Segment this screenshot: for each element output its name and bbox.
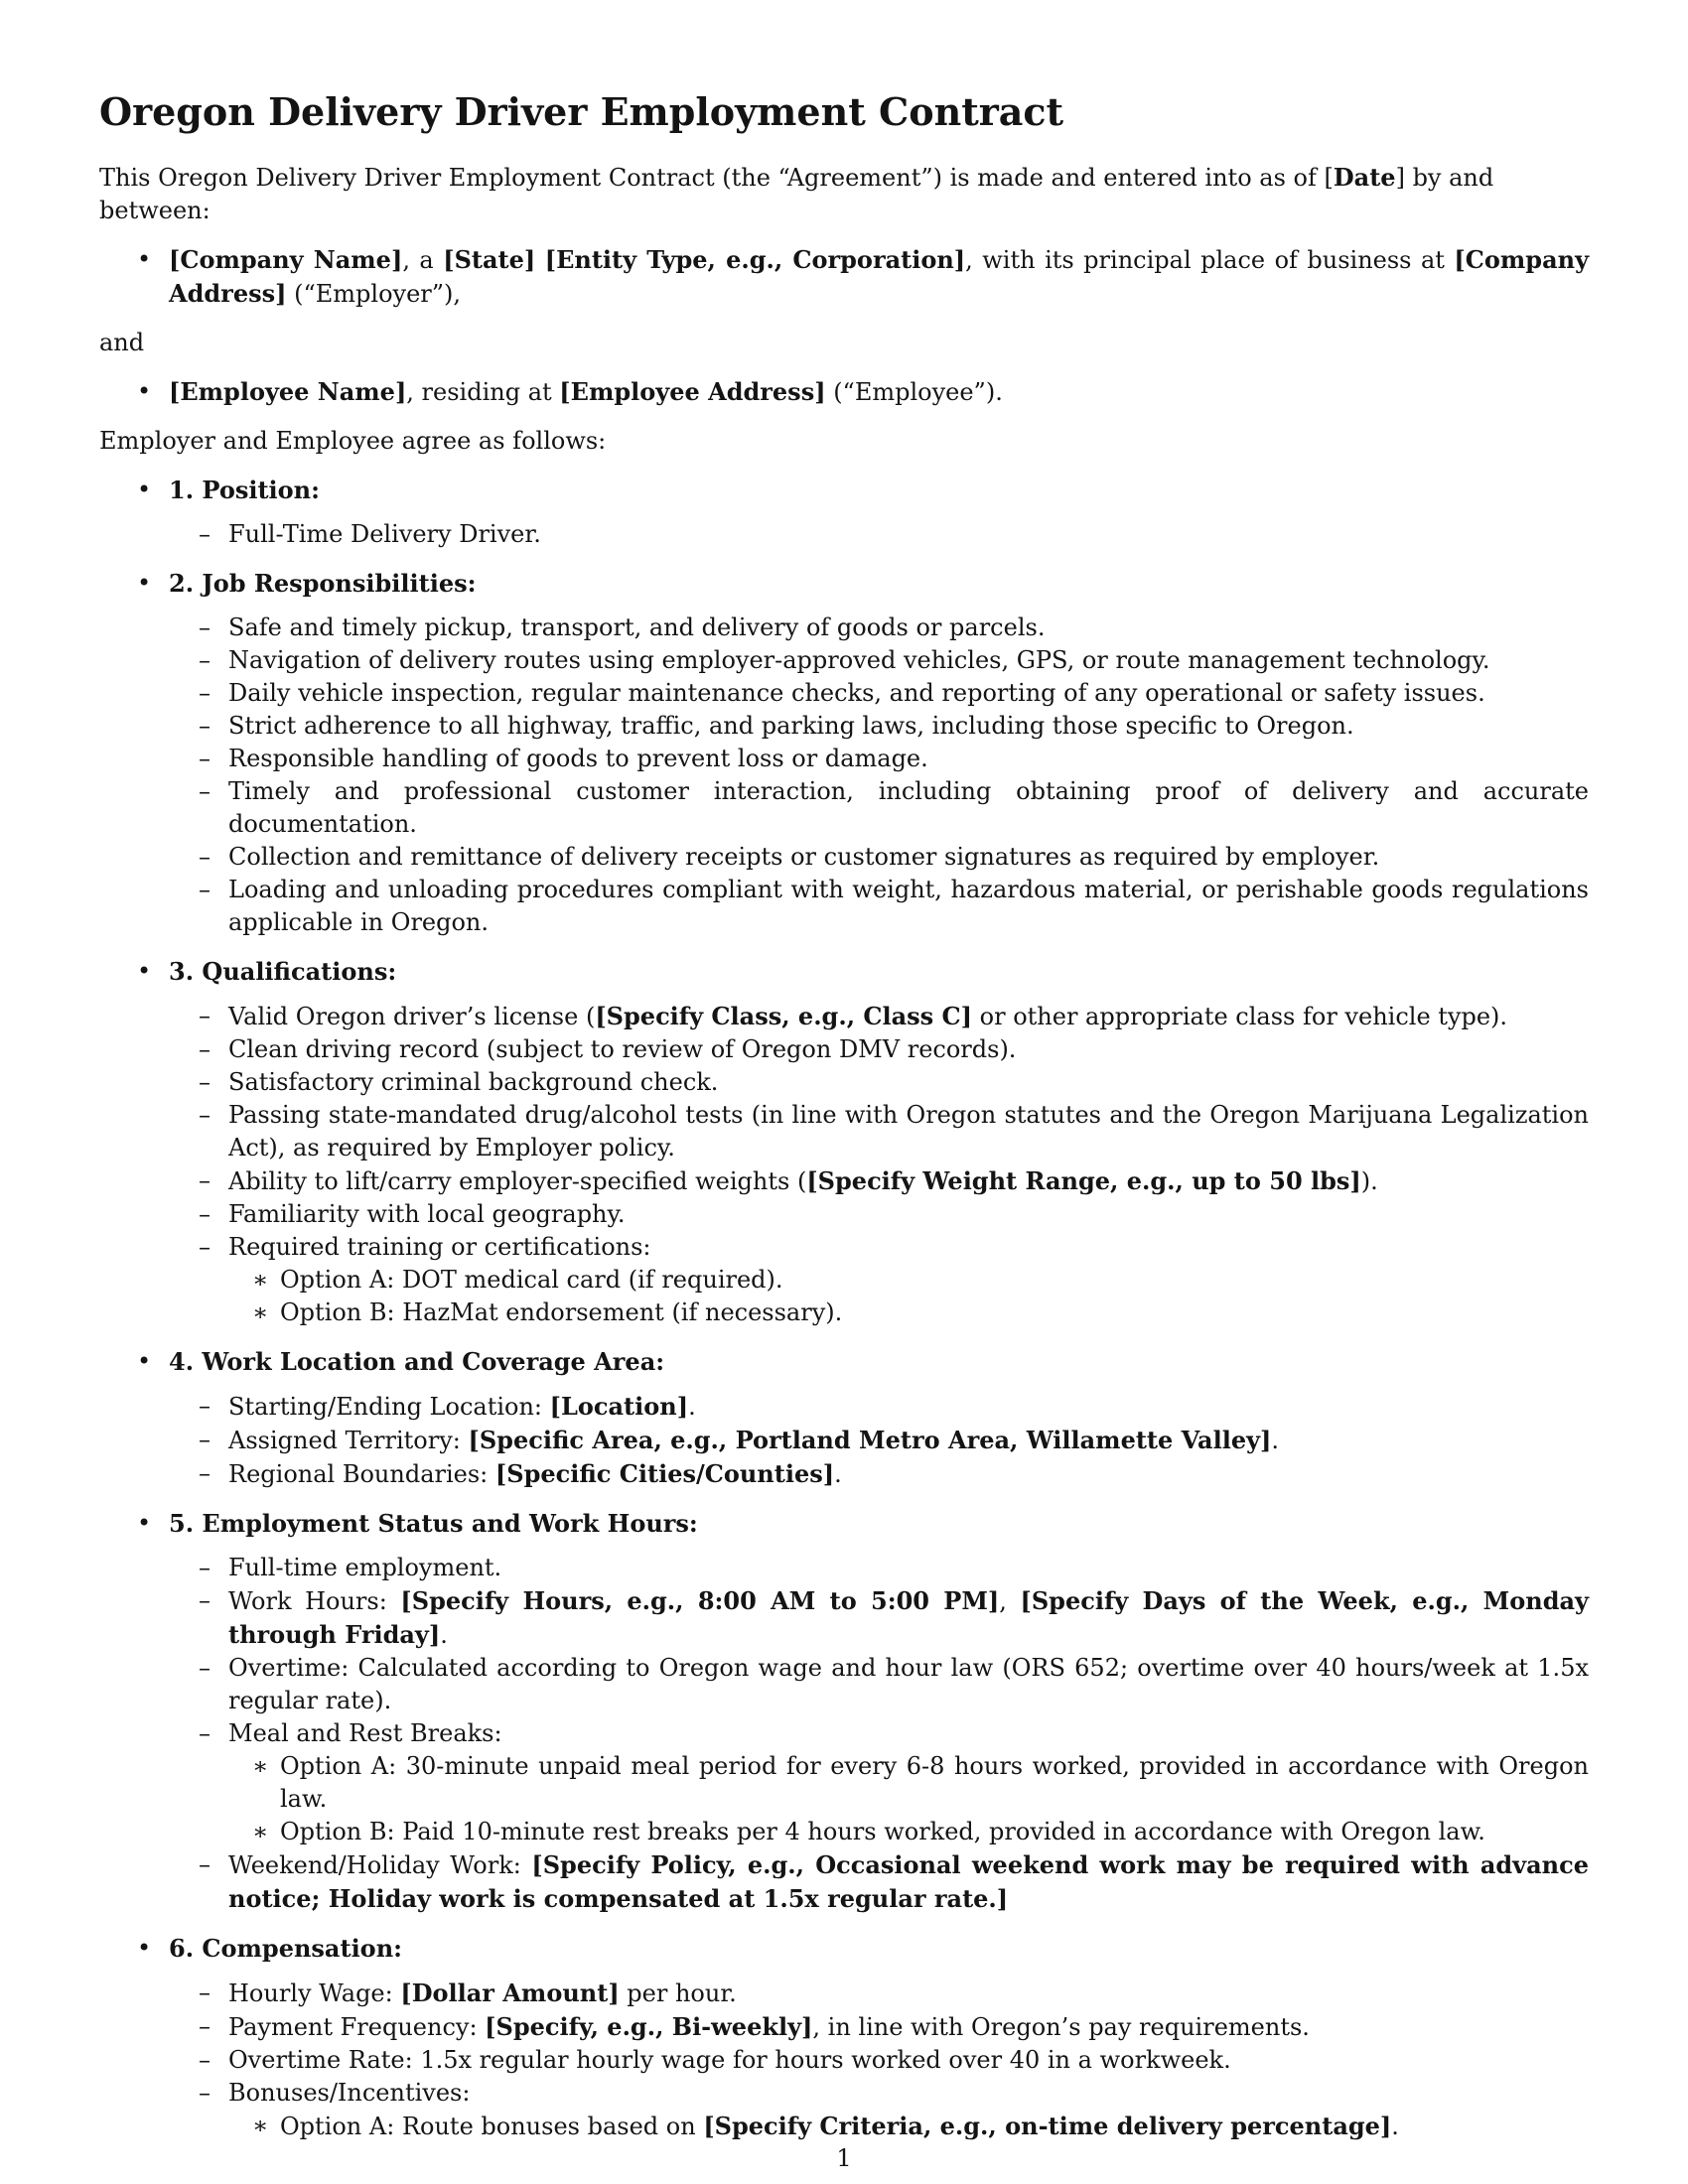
list-item: – Passing state-mandated drug/alcohol tests (in line with Oregon statutes and the Oregon Marijuana Legalization Act), as required by Employer policy. xyxy=(228,1099,1589,1164)
list-item: – Daily vehicle inspection, regular maintenance checks, and reporting of any operational or safety issues. xyxy=(228,677,1589,710)
employer-party: • [Company Name], a [State] [Entity Type, e.g., Corporation], with its principal place of business at [Company Address] (“Employer”), xyxy=(99,243,1589,311)
document-title: Oregon Delivery Driver Employment Contract xyxy=(99,89,1064,134)
section-title: • 6. Compensation: xyxy=(169,1934,402,1963)
section-work-location xyxy=(99,1345,1589,1491)
section-title: • 1. Position: xyxy=(169,476,320,504)
list-item: – Safe and timely pickup, transport, and delivery of goods or parcels. xyxy=(228,612,1589,644)
list-item: – Strict adherence to all highway, traffic, and parking laws, including those specific to Oregon. xyxy=(228,710,1589,743)
agree-text: Employer and Employee agree as follows: xyxy=(99,427,607,455)
list-item: – Bonuses/Incentives: ∗ Option A: Route bonuses based on [Specify Criteria, e.g., on-time delivery percentage]. xyxy=(228,2077,1589,2143)
list-item: – Overtime Rate: 1.5x regular hourly wage for hours worked over 40 in a workweek. xyxy=(228,2044,1589,2077)
list-item: – Navigation of delivery routes using employer-approved vehicles, GPS, or route management technology. xyxy=(228,644,1589,677)
employee-party: • [Employee Name], residing at [Employee Address] (“Employee”). xyxy=(99,375,1589,409)
option-item: ∗ Option A: Route bonuses based on [Specify Criteria, e.g., on-time delivery percentage]. xyxy=(280,2110,1589,2143)
list-item: – Overtime: Calculated according to Oregon wage and hour law (ORS 652; overtime over 40 hours/week at 1.5x regular rate). xyxy=(228,1652,1589,1717)
list-item: – Regional Boundaries: [Specific Cities/Counties]. xyxy=(228,1457,1589,1491)
list-item: – Required training or certifications: ∗ Option A: DOT medical card (if required). ∗ Option B: HazMat endorsement (if necessary). xyxy=(228,1231,1589,1329)
section-employment-status xyxy=(99,1507,1589,1916)
section-position xyxy=(99,474,1589,551)
list-item: – Timely and professional customer interaction, including obtaining proof of delivery and accurate documentation. xyxy=(228,775,1589,841)
section-job-responsibilities xyxy=(99,567,1589,939)
section-qualifications xyxy=(99,955,1589,1329)
employee-list xyxy=(99,375,1589,409)
list-item: – Full-Time Delivery Driver. xyxy=(228,518,1589,551)
intro-paragraph: This Oregon Delivery Driver Employment Contract (the “Agreement”) is made and entered into as of [Date] by and between: xyxy=(99,163,1494,224)
list-item: – Clean driving record (subject to review of Oregon DMV records). xyxy=(228,1033,1589,1066)
contract-sections xyxy=(99,474,1589,2143)
and-text: and xyxy=(99,329,145,356)
list-item: – Responsible handling of goods to prevent loss or damage. xyxy=(228,743,1589,775)
list-item: – Starting/Ending Location: [Location]. xyxy=(228,1390,1589,1424)
option-item: ∗ Option B: HazMat endorsement (if necessary). xyxy=(280,1297,1589,1329)
list-item: – Work Hours: [Specify Hours, e.g., 8:00 AM to 5:00 PM], [Specify Days of the Week, e.g., Monday through Friday]. xyxy=(228,1584,1589,1652)
list-item: – Loading and unloading procedures compliant with weight, hazardous material, or perishable goods regulations applicable in Oregon. xyxy=(228,874,1589,939)
list-item: – Ability to lift/carry employer-specified weights ([Specify Weight Range, e.g., up to 50 lbs]). xyxy=(228,1164,1589,1198)
list-item: – Familiarity with local geography. xyxy=(228,1198,1589,1231)
section-title: • 5. Employment Status and Work Hours: xyxy=(169,1509,698,1538)
option-item: ∗ Option B: Paid 10-minute rest breaks per 4 hours worked, provided in accordance with Oregon law. xyxy=(280,1816,1589,1848)
section-title: • 2. Job Responsibilities: xyxy=(169,569,477,598)
list-item: – Full-time employment. xyxy=(228,1552,1589,1584)
list-item: – Payment Frequency: [Specify, e.g., Bi-weekly], in line with Oregon’s pay requirements. xyxy=(228,2010,1589,2044)
option-item: ∗ Option A: 30-minute unpaid meal period for every 6-8 hours worked, provided in accordance with Oregon law. xyxy=(280,1750,1589,1816)
list-item: – Assigned Territory: [Specific Area, e.g., Portland Metro Area, Willamette Valley]. xyxy=(228,1424,1589,1457)
list-item: – Hourly Wage: [Dollar Amount] per hour. xyxy=(228,1977,1589,2010)
list-item: – Valid Oregon driver’s license ([Specify Class, e.g., Class C] or other appropriate class for vehicle type). xyxy=(228,1000,1589,1033)
list-item: – Satisfactory criminal background check. xyxy=(228,1066,1589,1099)
list-item: – Weekend/Holiday Work: [Specify Policy, e.g., Occasional weekend work may be required with advance notice; Holiday work is compensated at 1.5x regular rate.] xyxy=(228,1848,1589,1916)
contract-document xyxy=(99,87,1589,2159)
section-title: • 3. Qualifications: xyxy=(169,957,397,986)
option-item: ∗ Option A: DOT medical card (if required). xyxy=(280,1264,1589,1297)
list-item: – Meal and Rest Breaks: ∗ Option A: 30-minute unpaid meal period for every 6-8 hours worked, provided in accordance with Oregon law. ∗ Option B: Paid 10-minute rest breaks per 4 hours worked, provided in accordance with Oregon law. xyxy=(228,1717,1589,1848)
list-item: – Collection and remittance of delivery receipts or customer signatures as required by employer. xyxy=(228,841,1589,874)
page-number: 1 xyxy=(836,2144,852,2172)
employer-list xyxy=(99,243,1589,311)
date-placeholder: Date xyxy=(1333,163,1396,192)
section-compensation xyxy=(99,1932,1589,2143)
section-title: • 4. Work Location and Coverage Area: xyxy=(169,1347,665,1376)
